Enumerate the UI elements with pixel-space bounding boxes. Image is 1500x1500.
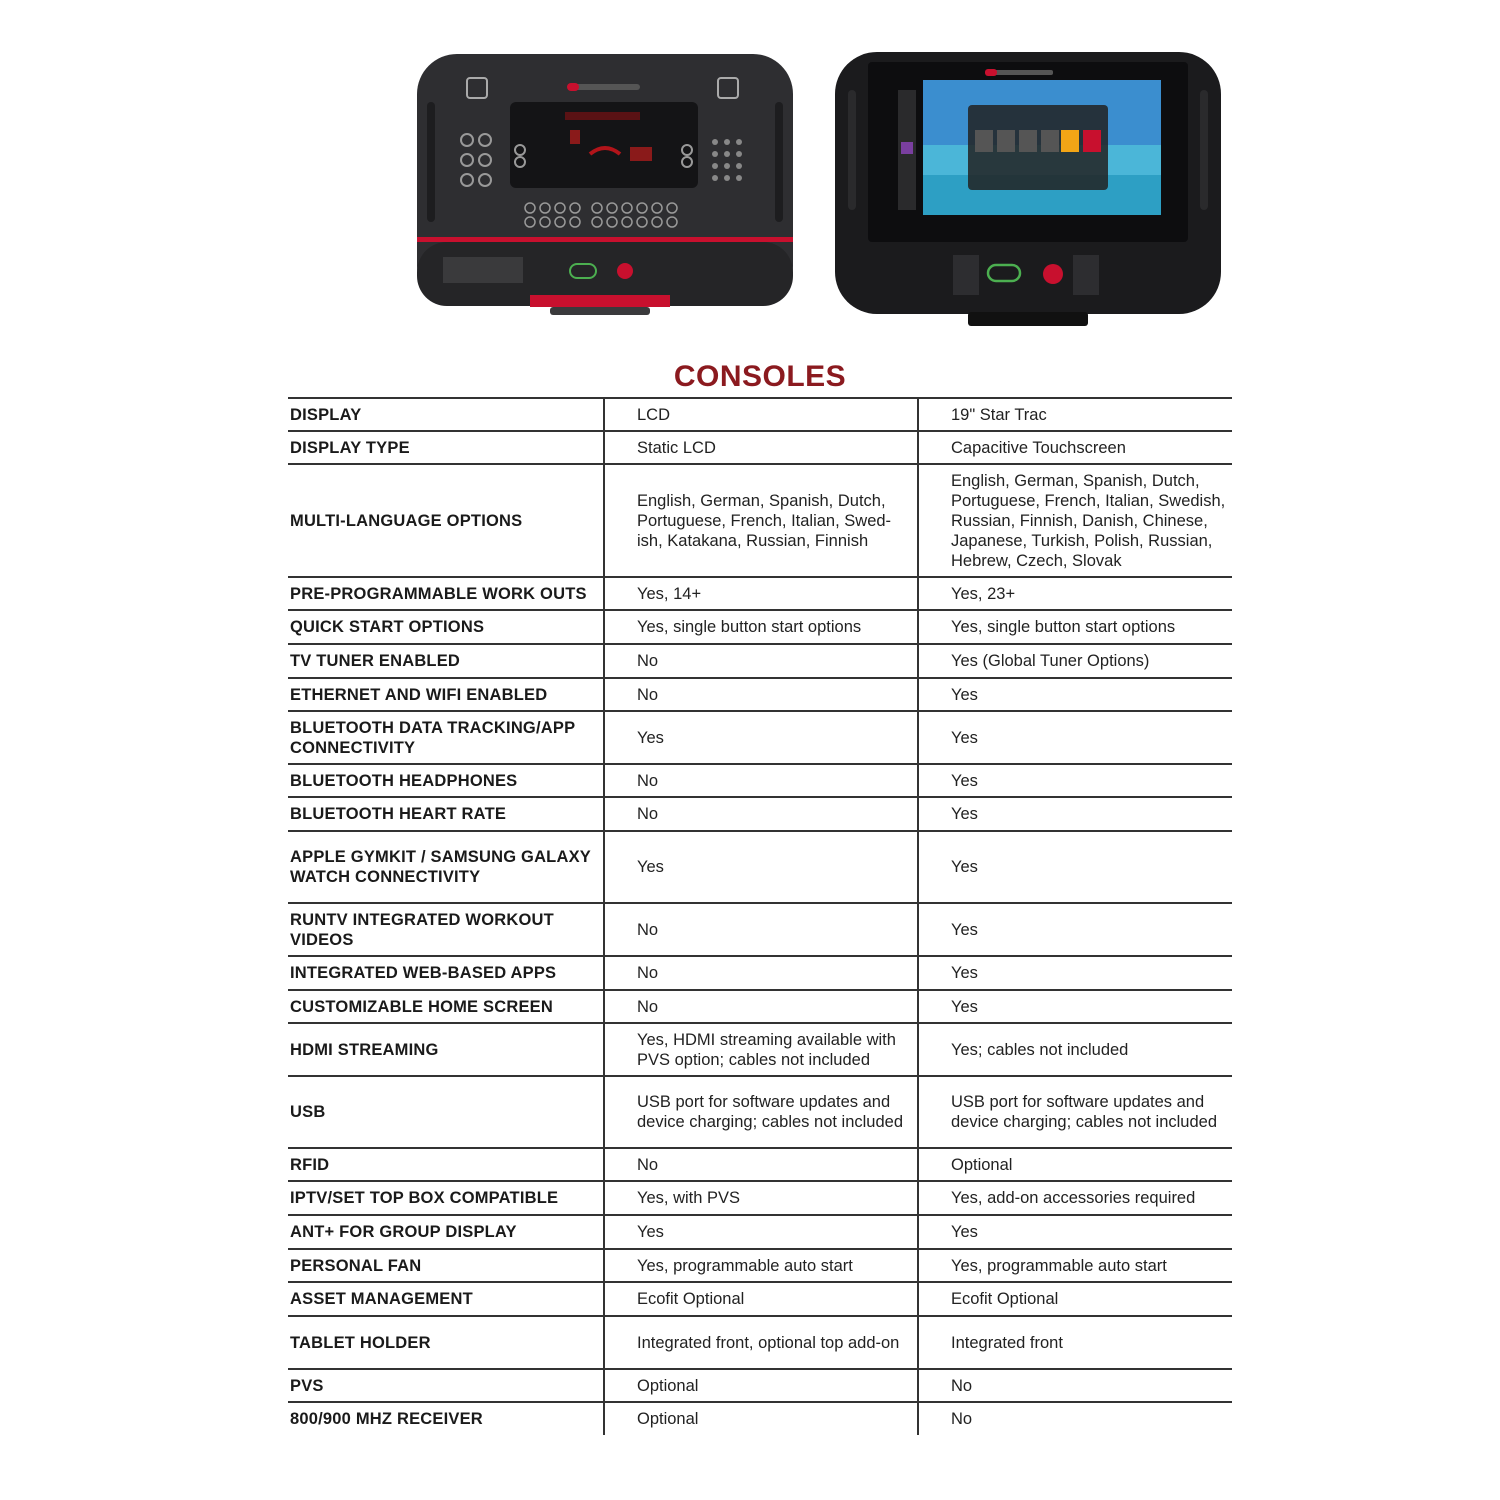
touchscreen-console-value: Yes (Global Tuner Options) <box>918 644 1232 678</box>
touchscreen-console-value: USB port for software updates and device charging; cables not included <box>918 1076 1232 1148</box>
table-row <box>288 1076 1232 1148</box>
table-row <box>288 903 1232 956</box>
touchscreen-console-value: Ecofit Optional <box>918 1282 1232 1316</box>
table-row <box>288 831 1232 903</box>
spec-table-body <box>288 398 1232 1435</box>
lcd-console-value: English, German, Spanish, Dutch, Portuguese, French, Italian, Swed-ish, Katakana, Russian, Finnish <box>604 464 918 577</box>
lcd-console-value: No <box>604 956 918 990</box>
lcd-console-value: No <box>604 903 918 956</box>
table-row <box>288 1249 1232 1282</box>
table-row <box>288 1402 1232 1435</box>
table-row <box>288 711 1232 764</box>
feature-label: RFID <box>290 1155 330 1174</box>
table-row <box>288 644 1232 678</box>
feature-label: MULTI-LANGUAGE OPTIONS <box>290 511 523 530</box>
feature-label: PERSONAL FAN <box>290 1256 422 1275</box>
lcd-console-value: No <box>604 797 918 831</box>
lcd-console-value: Yes <box>604 1215 918 1249</box>
lcd-console-value: No <box>604 644 918 678</box>
table-row <box>288 1148 1232 1181</box>
touchscreen-console-value: Yes <box>918 990 1232 1023</box>
lcd-console-value: Ecofit Optional <box>604 1282 918 1316</box>
touchscreen-console-value: Yes, programmable auto start <box>918 1249 1232 1282</box>
feature-label: BLUETOOTH HEADPHONES <box>290 771 518 790</box>
touchscreen-console-value: Yes, add-on accessories required <box>918 1181 1232 1215</box>
feature-label: PVS <box>290 1376 324 1395</box>
feature-label: TABLET HOLDER <box>290 1333 431 1352</box>
table-row <box>288 1215 1232 1249</box>
touchscreen-console-value: Capacitive Touchscreen <box>918 431 1232 464</box>
page-title: CONSOLES <box>673 360 847 393</box>
table-row <box>288 1316 1232 1369</box>
table-row <box>288 464 1232 577</box>
lcd-console-value: Optional <box>604 1369 918 1402</box>
touchscreen-console-value: Yes <box>918 797 1232 831</box>
table-row <box>288 764 1232 797</box>
lcd-console-value: No <box>604 764 918 797</box>
lcd-console-graphic <box>415 52 795 320</box>
feature-label: DISPLAY TYPE <box>290 438 410 457</box>
touchscreen-console-value: 19" Star Trac <box>918 398 1232 431</box>
lcd-console-value: Yes, programmable auto start <box>604 1249 918 1282</box>
feature-label: BLUETOOTH HEART RATE <box>290 805 507 823</box>
feature-label: ASSET MANAGEMENT <box>290 1290 473 1308</box>
lcd-console-value: No <box>604 990 918 1023</box>
touchscreen-console-value: Yes, single button start options <box>918 610 1232 644</box>
lcd-console-value: Static LCD <box>604 431 918 464</box>
touchscreen-console-value: Yes <box>918 903 1232 956</box>
touchscreen-console-value: No <box>918 1402 1232 1435</box>
lcd-console-value: Yes, HDMI streaming available with PVS option; cables not included <box>604 1023 918 1076</box>
table-row <box>288 990 1232 1023</box>
table-row <box>288 1181 1232 1215</box>
feature-label: QUICK START OPTIONS <box>290 618 485 636</box>
lcd-console-value: Yes, 14+ <box>604 577 918 610</box>
feature-label: CUSTOMIZABLE HOME SCREEN <box>290 997 554 1016</box>
lcd-console-value: No <box>604 678 918 711</box>
touchscreen-console-value: English, German, Spanish, Dutch, Portuguese, French, Italian, Swedish, Russian, Finnish, Danish, Chinese, Japanese, Turkish, Polish, Russian, Hebrew, Czech, Slovak <box>918 464 1232 577</box>
feature-label: IPTV/SET TOP BOX COMPATIBLE <box>290 1189 559 1207</box>
table-row <box>288 1023 1232 1076</box>
touchscreen-console-value: Yes <box>918 678 1232 711</box>
table-row <box>288 577 1232 610</box>
feature-label: TV TUNER ENABLED <box>290 652 461 670</box>
touchscreen-console-value: Yes <box>918 711 1232 764</box>
feature-label: INTEGRATED WEB-BASED APPS <box>290 964 557 982</box>
feature-label: DISPLAY <box>290 405 362 424</box>
table-row <box>288 431 1232 464</box>
feature-label: USB <box>290 1103 326 1121</box>
table-row <box>288 610 1232 644</box>
table-row <box>288 956 1232 990</box>
consoles-spec-table <box>288 397 1232 1435</box>
touchscreen-console-value: No <box>918 1369 1232 1402</box>
feature-label: RUNTV INTEGRATED WORKOUT VIDEOS <box>290 910 554 949</box>
lcd-console-value: LCD <box>604 398 918 431</box>
feature-label: HDMI STREAMING <box>290 1040 439 1059</box>
feature-label: 800/900 MHZ RECEIVER <box>290 1410 483 1428</box>
touchscreen-console-value: Yes <box>918 764 1232 797</box>
touchscreen-console-graphic <box>833 50 1223 330</box>
lcd-console-image <box>415 52 795 320</box>
lcd-console-value: Yes, single button start options <box>604 610 918 644</box>
feature-label: ETHERNET AND WIFI ENABLED <box>290 685 548 704</box>
table-row <box>288 797 1232 831</box>
table-row <box>288 398 1232 431</box>
touchscreen-console-value: Yes, 23+ <box>918 577 1232 610</box>
lcd-console-value: Yes, with PVS <box>604 1181 918 1215</box>
touchscreen-console-value: Yes; cables not included <box>918 1023 1232 1076</box>
lcd-console-value: USB port for software updates and device charging; cables not included <box>604 1076 918 1148</box>
touchscreen-console-value: Yes <box>918 956 1232 990</box>
touchscreen-console-value: Yes <box>918 831 1232 903</box>
touchscreen-console-value: Optional <box>918 1148 1232 1181</box>
feature-label: PRE-PROGRAMMABLE WORK OUTS <box>290 584 587 603</box>
lcd-console-value: Optional <box>604 1402 918 1435</box>
lcd-console-value: Yes <box>604 711 918 764</box>
lcd-console-value: No <box>604 1148 918 1181</box>
lcd-console-value: Integrated front, optional top add-on <box>604 1316 918 1369</box>
table-row <box>288 1369 1232 1402</box>
feature-label: ANT+ FOR GROUP DISPLAY <box>290 1223 517 1241</box>
feature-label: BLUETOOTH DATA TRACKING/APP CONNECTIVITY <box>290 718 575 757</box>
table-row <box>288 1282 1232 1316</box>
touchscreen-console-value: Yes <box>918 1215 1232 1249</box>
lcd-console-value: Yes <box>604 831 918 903</box>
table-row <box>288 678 1232 711</box>
touchscreen-console-image <box>833 50 1223 330</box>
feature-label: APPLE GYMKIT / SAMSUNG GALAXY WATCH CONNECTIVITY <box>290 848 591 886</box>
touchscreen-console-value: Integrated front <box>918 1316 1232 1369</box>
